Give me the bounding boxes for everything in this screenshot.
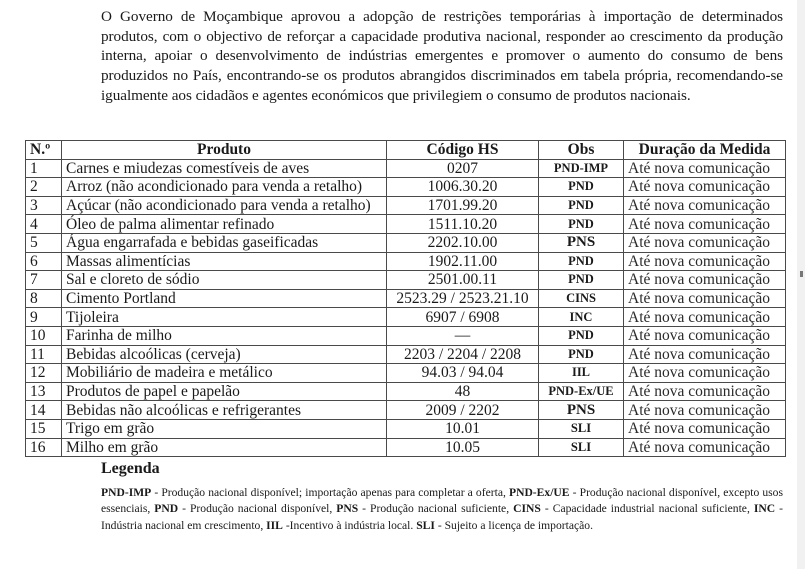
table-row — [26, 308, 786, 327]
cell-obs: IIL — [539, 364, 624, 383]
cell-duration: Até nova comunicação — [624, 233, 786, 252]
cell-product: Farinha de milho — [62, 326, 387, 345]
legend-description: - Produção nacional disponível; importação apenas para completar a oferta, — [151, 486, 509, 499]
table-row — [26, 215, 786, 234]
cell-number: 4 — [26, 215, 62, 234]
header-obs: Obs — [539, 141, 624, 160]
cell-duration: Até nova comunicação — [624, 178, 786, 197]
cell-duration: Até nova comunicação — [624, 401, 786, 420]
header-product: Produto — [62, 141, 387, 160]
table-row — [26, 345, 786, 364]
cell-product: Óleo de palma alimentar refinado — [62, 215, 387, 234]
cell-hs-code: 6907 / 6908 — [387, 308, 539, 327]
cell-obs: PNS — [539, 233, 624, 252]
header-duration: Duração da Medida — [624, 141, 786, 160]
cell-number: 15 — [26, 419, 62, 438]
cell-hs-code: 2202.10.00 — [387, 233, 539, 252]
legend-code: SLI — [416, 518, 435, 532]
legend-code: PND — [154, 502, 179, 516]
cell-number: 2 — [26, 178, 62, 197]
cell-hs-code: 2009 / 2202 — [387, 401, 539, 420]
cell-duration: Até nova comunicação — [624, 271, 786, 290]
cell-hs-code: 1902.11.00 — [387, 252, 539, 271]
legend-description: - Produção nacional disponível, — [178, 502, 337, 516]
cell-number: 9 — [26, 308, 62, 327]
cell-number: 10 — [26, 326, 62, 345]
cell-product: Bebidas não alcoólicas e refrigerantes — [62, 401, 387, 420]
legend-code: PNS — [336, 502, 359, 516]
legend-code: IIL — [266, 518, 283, 532]
scan-artifact — [800, 271, 803, 277]
cell-product: Massas alimentícias — [62, 252, 387, 271]
page-edge-shadow — [797, 0, 805, 569]
cell-duration: Até nova comunicação — [624, 308, 786, 327]
table-row — [26, 438, 786, 457]
cell-duration: Até nova comunicação — [624, 345, 786, 364]
cell-number: 5 — [26, 233, 62, 252]
cell-number: 14 — [26, 401, 62, 420]
cell-duration: Até nova comunicação — [624, 364, 786, 383]
table-row — [26, 289, 786, 308]
cell-hs-code: — — [387, 326, 539, 345]
table-header-row — [26, 141, 786, 160]
cell-hs-code: 1006.30.20 — [387, 178, 539, 197]
cell-obs: PND — [539, 178, 624, 197]
cell-product: Açúcar (não acondicionado para venda a retalho) — [62, 196, 387, 215]
cell-number: 12 — [26, 364, 62, 383]
table-row — [26, 252, 786, 271]
table-row — [26, 271, 786, 290]
cell-product: Arroz (não acondicionado para venda a retalho) — [62, 178, 387, 197]
cell-hs-code: 2203 / 2204 / 2208 — [387, 345, 539, 364]
legend-code: CINS — [513, 502, 541, 516]
table-row — [26, 159, 786, 178]
table-row — [26, 326, 786, 345]
table-row — [26, 364, 786, 383]
table-row — [26, 196, 786, 215]
header-number: N.º — [26, 141, 62, 160]
cell-obs: CINS — [539, 289, 624, 308]
cell-number: 13 — [26, 382, 62, 401]
cell-product: Cimento Portland — [62, 289, 387, 308]
cell-obs: INC — [539, 308, 624, 327]
cell-duration: Até nova comunicação — [624, 252, 786, 271]
table-row — [26, 233, 786, 252]
cell-hs-code: 10.05 — [387, 438, 539, 457]
cell-product: Tijoleira — [62, 308, 387, 327]
cell-hs-code: 1701.99.20 — [387, 196, 539, 215]
cell-obs: SLI — [539, 419, 624, 438]
cell-obs: PND — [539, 252, 624, 271]
legend-description: - Indústria nacional em crescimento, — [101, 502, 783, 532]
cell-number: 11 — [26, 345, 62, 364]
restricted-products-table — [25, 140, 786, 457]
legend-description: - Produção nacional disponível, excepto usos essenciais, — [101, 486, 783, 516]
cell-number: 3 — [26, 196, 62, 215]
cell-product: Milho em grão — [62, 438, 387, 457]
intro-text: O Governo de Moçambique aprovou a adopção de restrições temporárias à importação de determinados produtos, com o objectivo de reforçar a capacidade produtiva nacional, responder ao crescimento da produção interna, apoiar o desenvolvimento de indústrias emergentes e promover o aumento do consumo de bens produzidos no País, encontrando-se os produtos abrangidos discriminados em tabela própria, recomendando-se igualmente aos cidadãos e agentes económicos que privilegiem o consumo de produtos nacionais. — [101, 8, 783, 104]
cell-obs: PND — [539, 215, 624, 234]
table-row — [26, 382, 786, 401]
cell-hs-code: 0207 — [387, 159, 539, 178]
legend-text — [101, 485, 783, 534]
cell-product: Bebidas alcoólicas (cerveja) — [62, 345, 387, 364]
header-hs-code: Código HS — [387, 141, 539, 160]
cell-number: 16 — [26, 438, 62, 457]
cell-obs: PND — [539, 196, 624, 215]
cell-duration: Até nova comunicação — [624, 289, 786, 308]
cell-number: 1 — [26, 159, 62, 178]
table-body — [26, 159, 786, 457]
legend-description: -Incentivo à indústria local. — [282, 518, 417, 532]
cell-duration: Até nova comunicação — [624, 326, 786, 345]
cell-duration: Até nova comunicação — [624, 438, 786, 457]
cell-product: Água engarrafada e bebidas gaseificadas — [62, 233, 387, 252]
cell-number: 6 — [26, 252, 62, 271]
cell-duration: Até nova comunicação — [624, 215, 786, 234]
cell-product: Carnes e miudezas comestíveis de aves — [62, 159, 387, 178]
cell-hs-code: 48 — [387, 382, 539, 401]
table-row — [26, 419, 786, 438]
legend-title: Legenda — [101, 460, 160, 477]
cell-number: 7 — [26, 271, 62, 290]
legend-code: PND-IMP — [101, 486, 152, 499]
cell-hs-code: 2523.29 / 2523.21.10 — [387, 289, 539, 308]
cell-duration: Até nova comunicação — [624, 382, 786, 401]
cell-duration: Até nova comunicação — [624, 159, 786, 178]
intro-paragraph — [101, 7, 783, 106]
cell-obs: PND — [539, 271, 624, 290]
cell-hs-code: 94.03 / 94.04 — [387, 364, 539, 383]
cell-obs: PND — [539, 345, 624, 364]
table-row — [26, 401, 786, 420]
cell-hs-code: 2501.00.11 — [387, 271, 539, 290]
cell-obs: PND-IMP — [539, 159, 624, 178]
cell-product: Produtos de papel e papelão — [62, 382, 387, 401]
table-row — [26, 178, 786, 197]
cell-product: Trigo em grão — [62, 419, 387, 438]
cell-product: Sal e cloreto de sódio — [62, 271, 387, 290]
cell-obs: SLI — [539, 438, 624, 457]
cell-obs: PNS — [539, 401, 624, 420]
cell-hs-code: 1511.10.20 — [387, 215, 539, 234]
cell-product: Mobiliário de madeira e metálico — [62, 364, 387, 383]
cell-duration: Até nova comunicação — [624, 419, 786, 438]
legend-code: PND-Ex/UE — [508, 486, 570, 499]
cell-obs: PND-Ex/UE — [539, 382, 624, 401]
legend-description: - Capacidade industrial nacional suficiente, — [540, 502, 754, 516]
legend-description: - Produção nacional suficiente, — [358, 502, 514, 516]
legend-code: INC — [753, 502, 776, 516]
legend-description: - Sujeito a licença de importação. — [434, 518, 593, 532]
cell-obs: PND — [539, 326, 624, 345]
cell-hs-code: 10.01 — [387, 419, 539, 438]
cell-duration: Até nova comunicação — [624, 196, 786, 215]
cell-number: 8 — [26, 289, 62, 308]
